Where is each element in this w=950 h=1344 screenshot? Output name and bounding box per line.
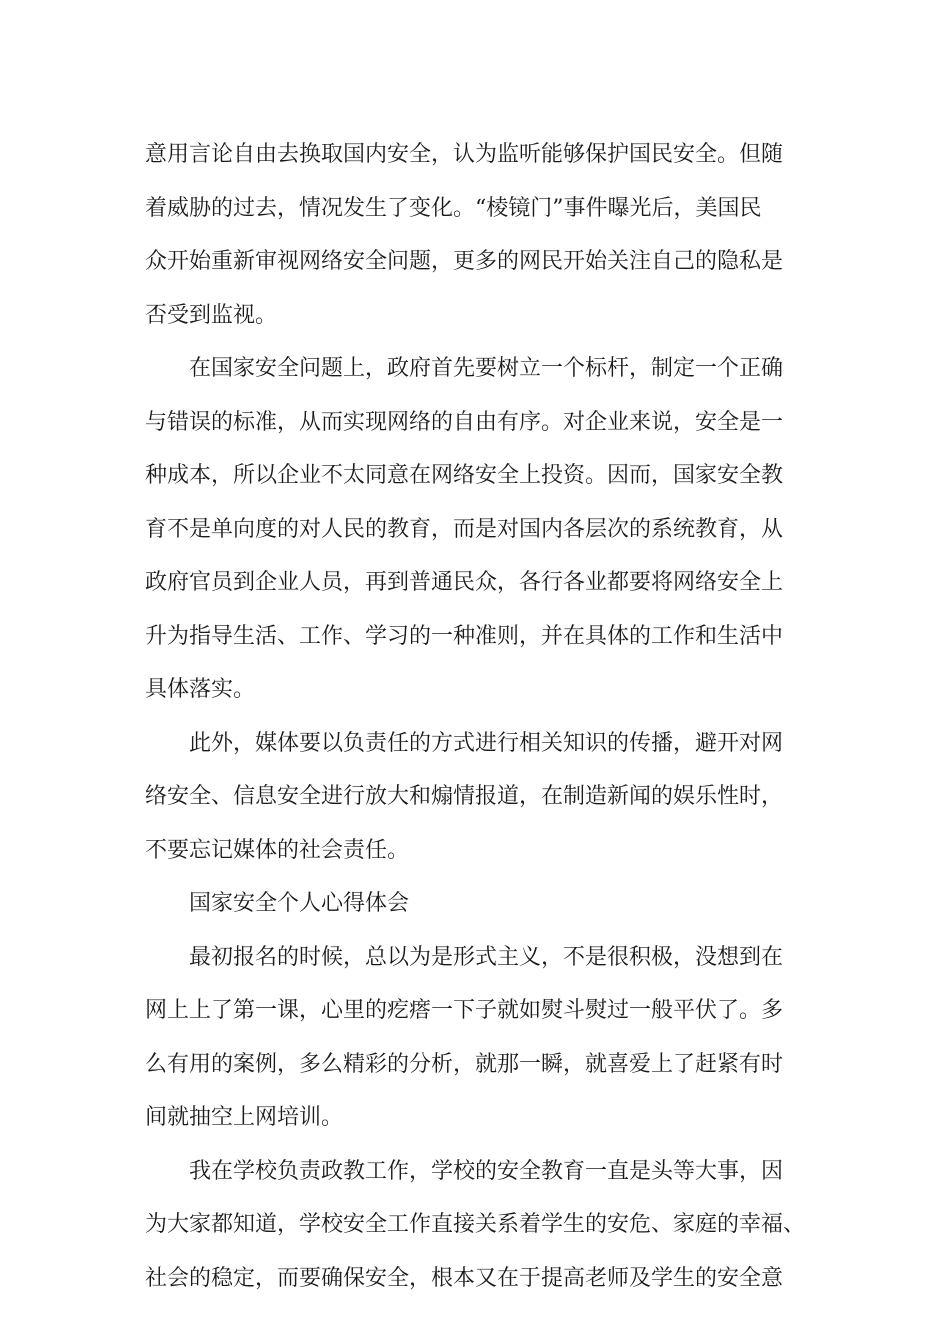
text-line: 与错误的标准，从而实现网络的自由有序。对企业来说，安全是一 [145,409,784,435]
text-line: 为大家都知道，学校安全工作直接关系着学生的安危、家庭的幸福、 [145,1212,806,1237]
section-heading: 国家安全个人心得体会 [189,891,410,916]
text-line: 不要忘记媒体的社会责任。 [145,837,410,863]
paragraph-first-line: 此外，媒体要以负责任的方式进行相关知识的传播，避开对网 [189,730,784,756]
text-line: 种成本，所以企业不太同意在网络安全上投资。因而，国家安全教 [145,463,784,488]
document-body [145,128,825,1305]
text-line: 升为指导生活、工作、学习的一种准则，并在具体的工作和生活中 [145,623,784,649]
paragraph-first-line: 最初报名的时候，总以为是形式主义，不是很积极，没想到在 [189,944,784,970]
text-line: 否受到监视。 [145,302,278,328]
text-line: 着威胁的过去，情况发生了变化。“棱镜门”事件曝光后，美国民 [145,195,762,221]
paragraph-first-line: 我在学校负责政教工作，学校的安全教育一直是头等大事，因 [189,1158,784,1184]
text-line: 具体落实。 [145,677,256,702]
paragraph-first-line: 在国家安全问题上，政府首先要树立一个标杆，制定一个正确 [189,356,784,381]
text-line: 社会的稳定，而要确保安全，根本又在于提高老师及学生的安全意 [145,1265,784,1291]
text-line: 络安全、信息安全进行放大和煽情报道，在制造新闻的娱乐性时， [145,784,784,809]
text-line: 育不是单向度的对人民的教育，而是对国内各层次的系统教育，从 [145,516,784,542]
text-line: 间就抽空上网培训。 [145,1105,344,1130]
text-line: 众开始重新审视网络安全问题，更多的网民开始关注自己的隐私是 [145,249,784,274]
text-line: 网上上了第一课，心里的疙瘩一下子就如熨斗熨过一般平伏了。多 [145,998,784,1023]
text-line: 意用言论自由去换取国内安全，认为监听能够保护国民安全。但随 [145,142,784,167]
text-line: 么有用的案例，多么精彩的分析，就那一瞬，就喜爱上了赶紧有时 [145,1051,784,1077]
text-line: 政府官员到企业人员，再到普通民众，各行各业都要将网络安全上 [145,570,784,595]
